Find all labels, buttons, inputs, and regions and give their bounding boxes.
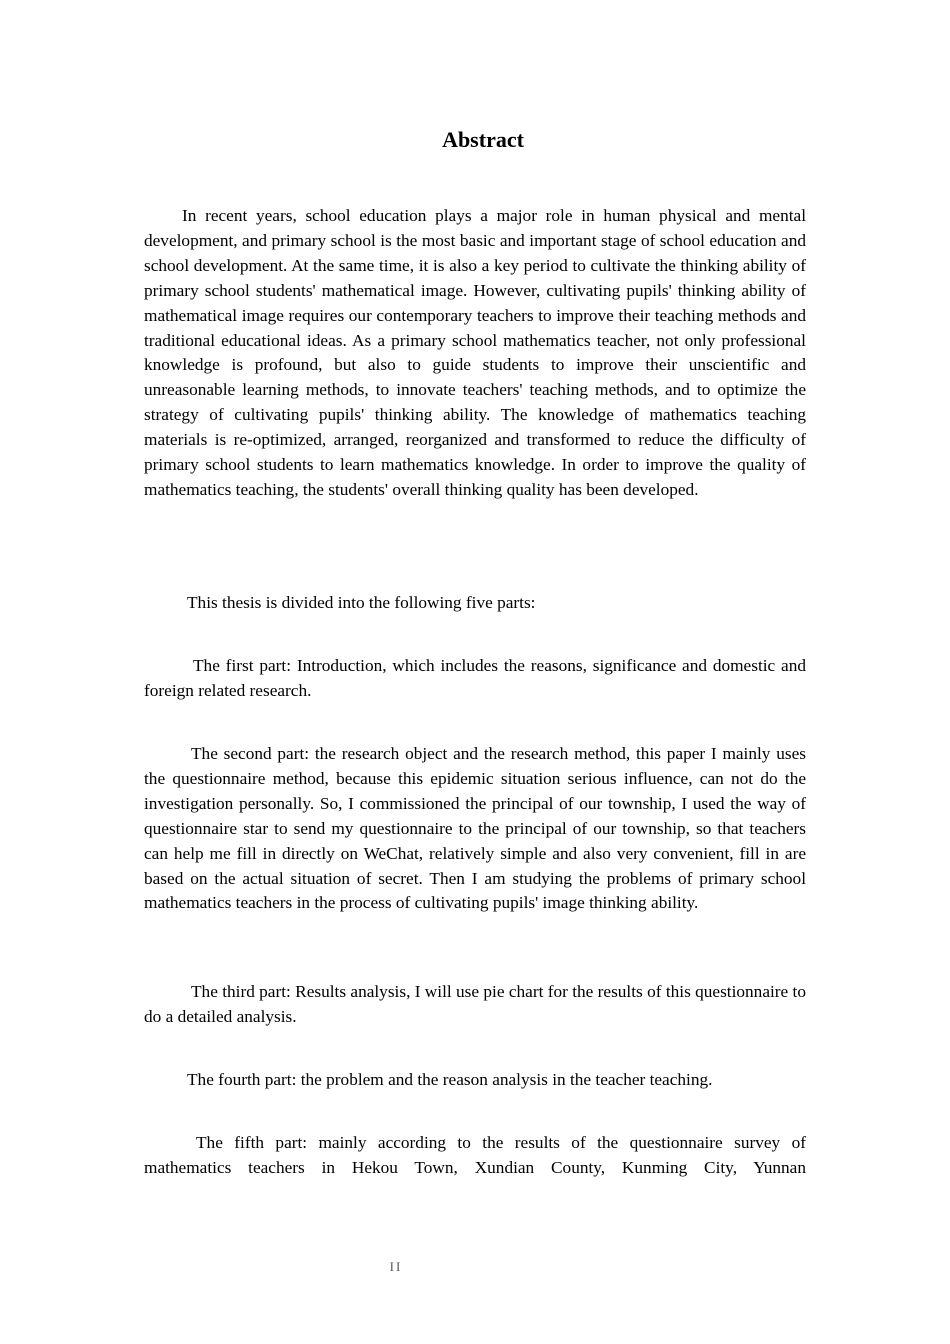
abstract-paragraph-intro: In recent years, school education plays a major role in human physical and mental development, and primary school is the most basic and important stage of school education and school development. At the same time, it is also a key period to cultivate the thinking ability of primary school students' mathematical image. However, cultivating pupils' thinking ability of mathematical image requires our contemporary teachers to improve their teaching methods and traditional educational ideas. As a primary school mathematics teacher, not only professional knowledge is profound, but also to guide students to improve their unscientific and unreasonable learning methods, to innovate teachers' teaching methods, and to optimize the strategy of cultivating pupils' thinking ability. The knowledge of mathematics teaching materials is re-optimized, arranged, reorganized and transformed to reduce the difficulty of primary school students to learn mathematics knowledge. In order to improve the quality of mathematics teaching, the students' overall thinking quality has been developed. [144,206,806,499]
abstract-paragraph-part-four: The fourth part: the problem and the reason analysis in the teacher teaching. [187,1070,713,1089]
abstract-paragraph-part-three: The third part: Results analysis, I will use pie chart for the results of this questionnaire to do a detailed analysis. [144,982,806,1026]
abstract-paragraph-part-two: The second part: the research object and the research method, this paper I mainly uses the questionnaire method, because this epidemic situation serious influence, can not do the investigation personally. So, I commissioned the principal of our township, I used the way of questionnaire star to send my questionnaire to the principal of our township, so that teachers can help me fill in directly on WeChat, relatively simple and also very convenient, fill in are based on the actual situation of secret. Then I am studying the problems of primary school mathematics teachers in the process of cultivating pupils' image thinking ability. [144,744,806,913]
abstract-title: Abstract [442,127,524,152]
page-number: II [389,1259,403,1274]
abstract-paragraph-structure: This thesis is divided into the following five parts: [187,593,536,612]
abstract-paragraph-part-one: The first part: Introduction, which includes the reasons, significance and domestic and foreign related research. [144,656,806,700]
abstract-paragraph-part-five: The fifth part: mainly according to the results of the questionnaire survey of mathematics teachers in Hekou Town, Xundian County, Kunming City, Yunnan [144,1133,806,1177]
